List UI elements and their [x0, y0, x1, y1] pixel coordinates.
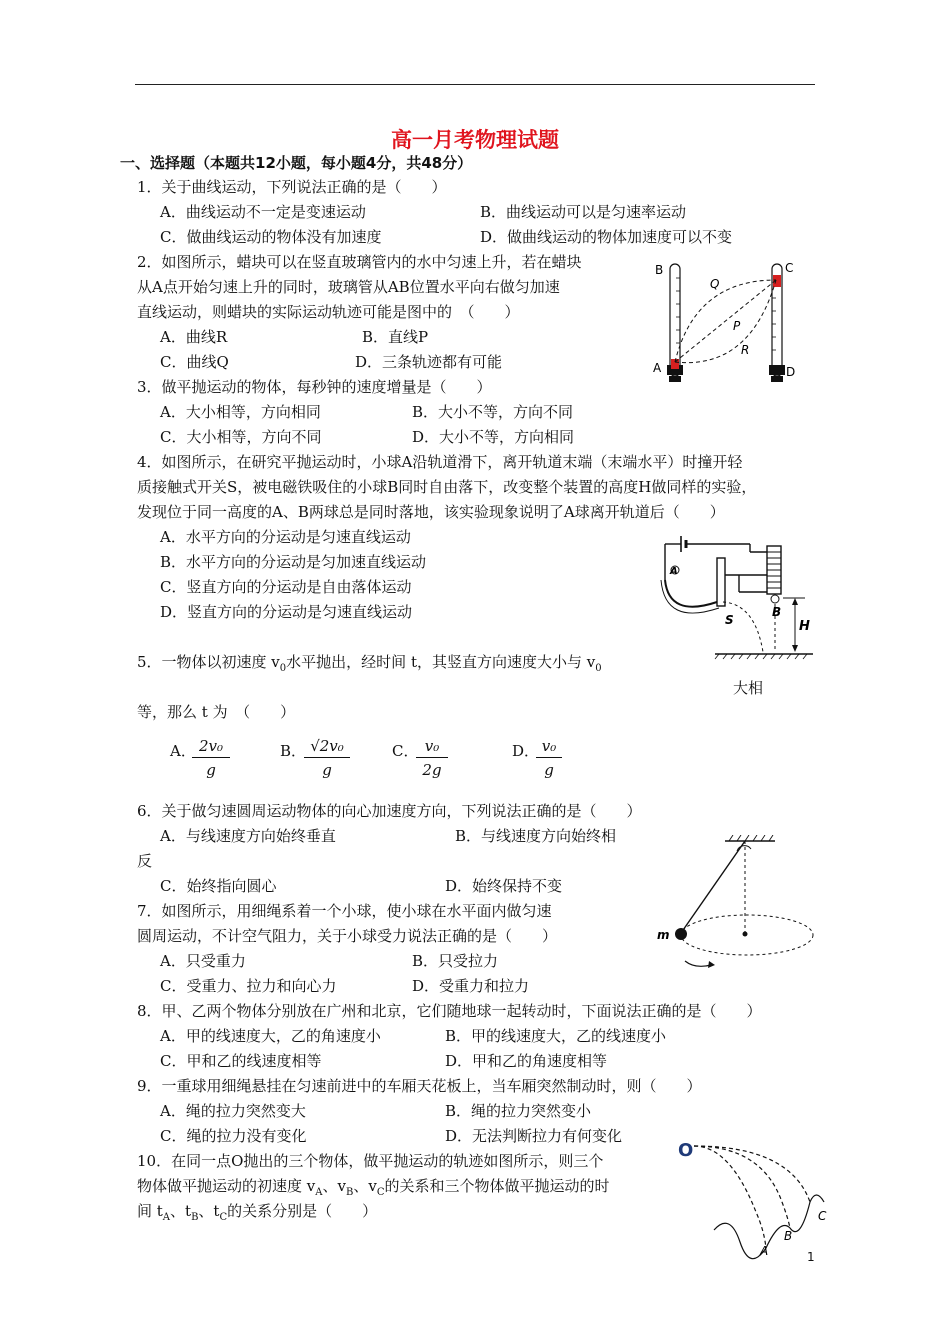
q10-fig-label-b: B: [784, 1229, 793, 1243]
q4-line3: 发现位于同一高度的A、B两球总是同时落地，该实验现象说明了A球离开轨道后（ ）: [137, 503, 725, 521]
q6-option-d: D．始终保持不变: [445, 877, 563, 895]
q4-option-c: C．竖直方向的分运动是自由落体运动: [160, 578, 412, 596]
q7-option-b: B．只受拉力: [412, 952, 499, 970]
q7-option-a: A．只受重力: [160, 952, 246, 970]
q2-line2: 从A点开始匀速上升的同时，玻璃管从AB位置水平向右做匀加速: [137, 278, 560, 296]
q7-line1: 7．如图所示，用细绳系着一个小球，使小球在水平面内做匀速: [137, 902, 552, 920]
q5-line1-tail: 大相: [733, 679, 764, 697]
q6-option-b-wrap: 反: [137, 852, 153, 870]
q8-option-c: C．甲和乙的线速度相等: [160, 1052, 322, 1070]
q5-line1: 5．一物体以初速度 $v_0$水平抛出，经时间 t，其竖直方向速度大小与 $v_0$: [137, 653, 602, 674]
section-heading: 一、选择题（本题共12小题，每小题4分，共48分）: [120, 154, 473, 172]
q4-fig-label-b: B: [772, 605, 782, 619]
q10-fig-label-c: C: [818, 1209, 827, 1223]
q7-fig-label-m: m: [657, 928, 670, 942]
q2-line3: 直线运动，则蜡块的实际运动轨迹可能是图中的 （ ）: [137, 303, 520, 321]
q2-option-b: B．直线P: [362, 328, 429, 346]
q2-figure-tubes: [645, 258, 805, 388]
q8-stem: 8．甲、乙两个物体分别放在广州和北京，它们随地球一起转动时，下面说法正确的是（ ）: [137, 1002, 762, 1020]
q9-option-b: B．绳的拉力突然变小: [445, 1102, 592, 1120]
q5-line2: 等，那么 t 为 （ ）: [137, 703, 296, 721]
q4-figure-apparatus: [655, 530, 815, 660]
q2-option-d: D．三条轨迹都有可能: [355, 353, 503, 371]
q10-fig-label-a: A: [760, 1244, 769, 1258]
q7-option-c: C．受重力、拉力和向心力: [160, 977, 337, 995]
q2-fig-label-d: D: [786, 365, 796, 379]
q4-fig-label-a: A: [670, 566, 678, 577]
page-number: 1: [807, 1250, 815, 1264]
q10-line2: 物体做平抛运动的初速度 $v_A$、$v_B$、$v_C$的关系和三个物体做平抛运动的时: [137, 1177, 610, 1198]
q5-option-b-fraction: $\frac{\text{√2v₀}}{g}$: [304, 737, 350, 779]
q5-option-d-fraction: $\frac{\text{v₀}}{g}$: [536, 737, 562, 779]
header-rule: [135, 84, 815, 85]
q9-stem: 9．一重球用细绳悬挂在匀速前进中的车厢天花板上，当车厢突然制动时，则（ ）: [137, 1077, 702, 1095]
page-title: 高一月考物理试题: [391, 128, 559, 152]
q1-option-c: C．做曲线运动的物体没有加速度: [160, 228, 382, 246]
q9-option-d: D．无法判断拉力有何变化: [445, 1127, 623, 1145]
q2-fig-label-q: Q: [710, 277, 720, 291]
q8-option-a: A．甲的线速度大，乙的角速度小: [160, 1027, 381, 1045]
q3-stem: 3．做平抛运动的物体，每秒钟的速度增量是（ ）: [137, 378, 492, 396]
q2-fig-label-b: B: [655, 263, 664, 277]
q10-fig-label-o: O: [678, 1140, 694, 1161]
q6-option-a: A．与线速度方向始终垂直: [160, 827, 336, 845]
q3-option-c: C．大小相等，方向不同: [160, 428, 322, 446]
q4-option-a: A．水平方向的分运动是匀速直线运动: [160, 528, 411, 546]
q1-option-b: B．曲线运动可以是匀速率运动: [480, 203, 687, 221]
q4-option-d: D．竖直方向的分运动是匀速直线运动: [160, 603, 413, 621]
q7-figure-conical-pendulum: [655, 835, 815, 977]
q5-option-d-label: D．: [512, 742, 540, 760]
q2-option-a: A．曲线R: [160, 328, 228, 346]
q9-option-a: A．绳的拉力突然变大: [160, 1102, 306, 1120]
q5-option-a-label: A．: [170, 742, 196, 760]
q3-option-d: D．大小不等，方向相同: [412, 428, 575, 446]
q6-stem: 6．关于做匀速圆周运动物体的向心加速度方向，下列说法正确的是（ ）: [137, 802, 642, 820]
q2-fig-label-c: C: [785, 261, 794, 275]
q2-fig-label-r: R: [741, 343, 750, 357]
q1-option-d: D．做曲线运动的物体加速度可以不变: [480, 228, 733, 246]
q10-line1: 10．在同一点O抛出的三个物体，做平抛运动的轨迹如图所示，则三个: [137, 1152, 604, 1170]
q2-fig-label-a: A: [653, 361, 662, 375]
q8-option-d: D．甲和乙的角速度相等: [445, 1052, 608, 1070]
q3-option-a: A．大小相等，方向相同: [160, 403, 321, 421]
q5-option-b-label: B．: [280, 742, 307, 760]
q7-option-d: D．受重力和拉力: [412, 977, 530, 995]
q7-line2: 圆周运动，不计空气阻力，关于小球受力说法正确的是（ ）: [137, 927, 558, 945]
q8-option-b: B．甲的线速度大，乙的线速度小: [445, 1027, 667, 1045]
q5-option-c-label: C．: [392, 742, 419, 760]
q4-line1: 4．如图所示，在研究平抛运动时，小球A沿轨道滑下，离开轨道末端（末端水平）时撞开轻: [137, 453, 743, 471]
q4-fig-label-h: H: [799, 619, 810, 634]
q2-line1: 2．如图所示，蜡块可以在竖直玻璃管内的水中匀速上升，若在蜡块: [137, 253, 582, 271]
q5-option-c-fraction: $\frac{\text{v₀}}{2g}$: [416, 737, 448, 779]
q1-stem: 1．关于曲线运动，下列说法正确的是（ ）: [137, 178, 447, 196]
q10-line3: 间 $t_A$、$t_B$、$t_C$的关系分别是（ ）: [137, 1202, 378, 1223]
q6-option-c: C．始终指向圆心: [160, 877, 277, 895]
q4-fig-label-s: S: [725, 613, 734, 627]
q4-line2: 质接触式开关S，被电磁铁吸住的小球B同时自由落下，改变整个装置的高度H做同样的实验，: [137, 478, 757, 496]
q1-option-a: A．曲线运动不一定是变速运动: [160, 203, 366, 221]
q3-option-b: B．大小不等，方向不同: [412, 403, 574, 421]
q9-option-c: C．绳的拉力没有变化: [160, 1127, 307, 1145]
q5-option-a-fraction: $\frac{\text{2v₀}}{g}$: [192, 737, 230, 779]
q6-option-b: B．与线速度方向始终相: [455, 827, 617, 845]
q4-option-b: B．水平方向的分运动是匀加速直线运动: [160, 553, 427, 571]
q2-option-c: C．曲线Q: [160, 353, 229, 371]
q2-fig-label-p: P: [733, 319, 741, 333]
